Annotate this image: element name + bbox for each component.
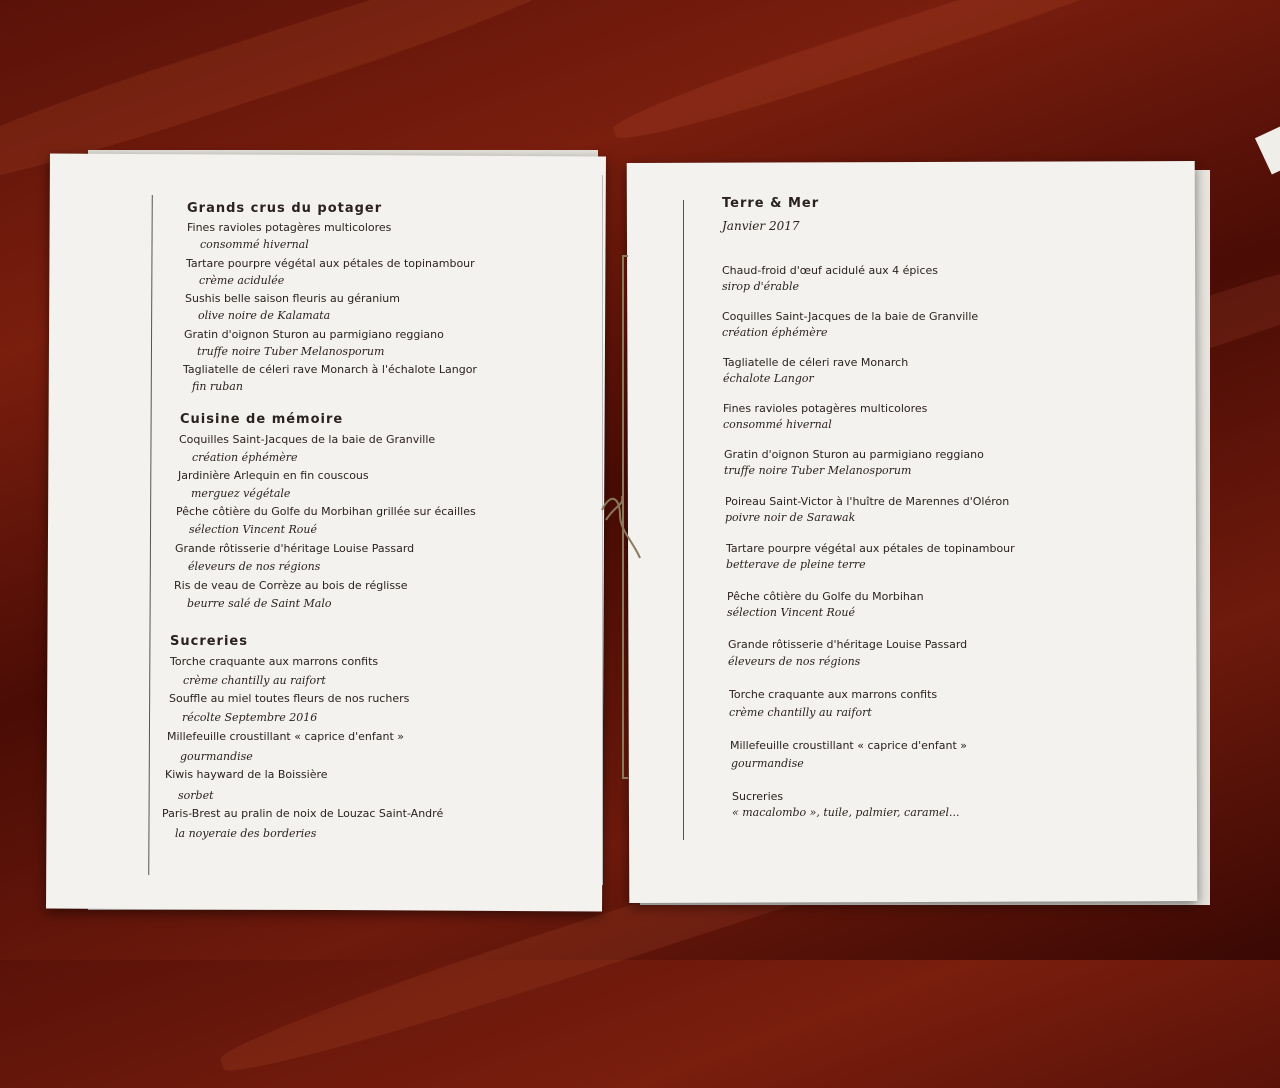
menu-item-note: merguez végétale — [191, 487, 291, 500]
menu-item: Pêche côtière du Golfe du Morbihan — [727, 590, 924, 603]
menu-item-note: betterave de pleine terre — [726, 558, 866, 571]
margin-rule — [683, 200, 684, 840]
menu-item-note: fin ruban — [192, 380, 243, 393]
menu-item: Paris-Brest au pralin de noix de Louzac Saint-André — [162, 807, 444, 820]
menu-item: Sucreries — [732, 790, 784, 803]
menu-item: Tagliatelle de céleri rave Monarch — [723, 356, 909, 369]
menu-item-note: truffe noire Tuber Melanosporum — [197, 345, 385, 358]
menu-item: Fines ravioles potagères multicolores — [187, 221, 392, 234]
menu-item: Torche craquante aux marrons confits — [729, 688, 938, 701]
menu-item: Sushis belle saison fleuris au géranium — [185, 292, 400, 305]
menu-item: Gratin d'oignon Sturon au parmigiano reggiano — [724, 448, 984, 461]
menu-item: Coquilles Saint-Jacques de la baie de Granville — [179, 433, 436, 446]
menu-item-note: consommé hivernal — [723, 418, 832, 431]
section-title: Grands crus du potager — [187, 201, 383, 216]
menu-item-note: échalote Langor — [723, 372, 814, 385]
menu-item-note: gourmandise — [180, 750, 253, 763]
menu-item-note: truffe noire Tuber Melanosporum — [724, 464, 912, 477]
section-title: Cuisine de mémoire — [180, 412, 344, 427]
menu-item-note: éleveurs de nos régions — [188, 560, 321, 573]
menu-item-note: sirop d'érable — [722, 280, 800, 293]
menu-item: Grande rôtisserie d'héritage Louise Passard — [175, 542, 415, 555]
menu-item-note: éleveurs de nos régions — [728, 655, 861, 668]
menu-item-note: sorbet — [178, 789, 214, 802]
menu-item: Gratin d'oignon Sturon au parmigiano reggiano — [184, 328, 444, 341]
menu-item: Millefeuille croustillant « caprice d'enfant » — [730, 739, 967, 752]
menu-item: Tagliatelle de céleri rave Monarch à l'échalote Langor — [183, 363, 477, 376]
menu-item-note: récolte Septembre 2016 — [182, 711, 318, 724]
menu-item: Tartare pourpre végétal aux pétales de topinambour — [186, 257, 475, 270]
menu-item-note: gourmandise — [731, 757, 804, 770]
menu-item: Coquilles Saint-Jacques de la baie de Granville — [722, 310, 979, 323]
menu-item: Chaud-froid d'œuf acidulé aux 4 épices — [722, 264, 939, 277]
menu-item-note: beurre salé de Saint Malo — [187, 597, 332, 610]
menu-item-note: crème chantilly au raifort — [183, 674, 326, 687]
menu-date: Janvier 2017 — [722, 219, 800, 233]
menu-item-note: création éphémère — [722, 326, 828, 339]
menu-item: Grande rôtisserie d'héritage Louise Passard — [728, 638, 968, 651]
menu-item: Pêche côtière du Golfe du Morbihan grillée sur écailles — [176, 505, 476, 518]
menu-item: Fines ravioles potagères multicolores — [723, 402, 928, 415]
menu-item-note: « macalombo », tuile, palmier, caramel... — [732, 806, 960, 819]
menu-item-note: crème acidulée — [199, 274, 285, 287]
menu-item-note: crème chantilly au raifort — [729, 706, 872, 719]
menu-item: Souffle au miel toutes fleurs de nos ruchers — [169, 692, 410, 705]
menu-item-note: olive noire de Kalamata — [198, 309, 331, 322]
menu-item-note: sélection Vincent Roué — [189, 523, 318, 536]
thread-knot — [598, 490, 642, 560]
menu-title: Terre & Mer — [722, 196, 820, 211]
wood-grain — [609, 0, 1192, 152]
section-title: Sucreries — [170, 634, 248, 649]
menu-item-note: poivre noir de Sarawak — [725, 511, 856, 524]
menu-item: Torche craquante aux marrons confits — [170, 655, 379, 668]
menu-item-note: création éphémère — [192, 451, 298, 464]
menu-item-note: sélection Vincent Roué — [727, 606, 856, 619]
menu-item: Ris de veau de Corrèze au bois de réglisse — [174, 579, 408, 592]
menu-item-note: consommé hivernal — [200, 238, 309, 251]
paper-corner — [1255, 126, 1280, 175]
menu-item-note: la noyeraie des borderies — [175, 827, 317, 840]
menu-item: Jardinière Arlequin en fin couscous — [178, 469, 369, 482]
menu-item: Tartare pourpre végétal aux pétales de topinambour — [726, 542, 1015, 555]
menu-item: Millefeuille croustillant « caprice d'enfant » — [167, 730, 404, 743]
menu-item: Poireau Saint-Victor à l'huître de Marennes d'Oléron — [725, 495, 1010, 508]
menu-item: Kiwis hayward de la Boissière — [165, 768, 328, 781]
